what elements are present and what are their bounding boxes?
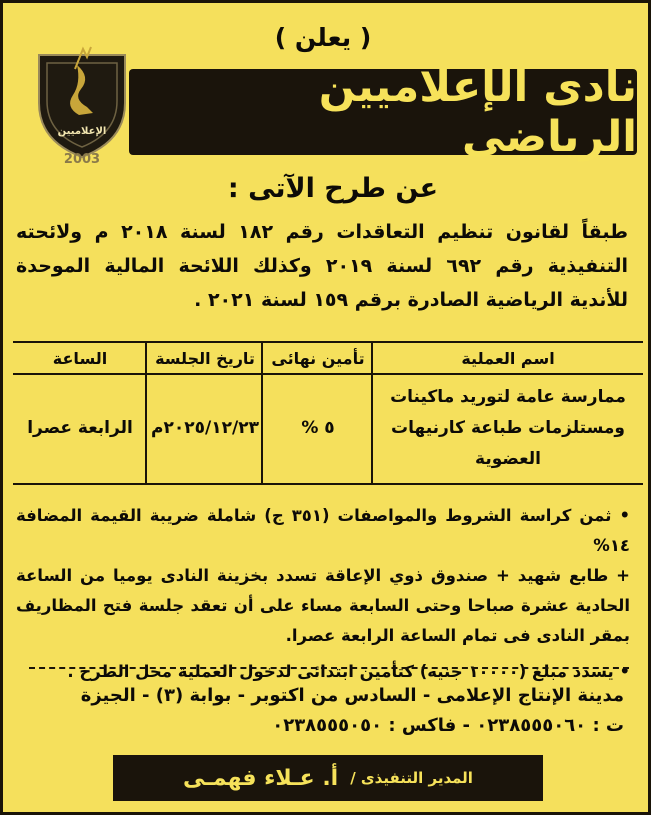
signer-name: أ. عـلاء فهمـى [183, 765, 339, 791]
club-name: نادى الإعلاميين الرياضى [318, 62, 637, 162]
offer-subtitle: عن طرح الآتى : [227, 173, 439, 204]
cell-operation: ممارسة عامة لتوريد ماكينات ومستلزمات طباعة كارنيهات العضوية [390, 386, 626, 469]
logo-label: الإعلاميين [57, 126, 107, 137]
announce-text: يعلن [294, 23, 352, 52]
condition-item: + طابع شهيد + صندوق ذوي الإعاقة تسدد بخزينة النادى يوميا من الساعة الحادية عشرة صباحا وحتى السابعة مساء على أن تعقد جلسة فتح المظاريف بمقر النادى فى تمام الساعة الرابعة عصرا. [16, 566, 630, 645]
club-logo [31, 37, 133, 167]
signer-role: المدير التنفيذى / [350, 769, 473, 787]
legal-intro: طبقاً لقانون تنظيم التعاقدات رقم ١٨٢ لسنة ٢٠١٨ م ولائحته التنفيذية رقم ٦٩٢ لسنة ٢٠١٩ وكذلك اللائحة المالية الموحدة للأندية الرياضية الصادرة برقم ١٥٩ لسنة ٢٠٢١ . [16, 221, 629, 311]
signature-banner [113, 755, 543, 801]
announce-heading [233, 21, 413, 55]
tender-table [13, 341, 643, 485]
conditions-list [16, 501, 630, 687]
condition-item: • ثمن كراسة الشروط والمواصفات (٣٥١ ج) شاملة ضريبة القيمة المضافة ١٤% [16, 506, 630, 555]
header-time: الساعة [13, 343, 147, 375]
cell-date: ٢٠٢٥/١٢/٢٣م [151, 417, 259, 438]
header-operation: اسم العملية [373, 343, 643, 375]
header-date: تاريخ الجلسة [147, 343, 263, 375]
phone-fax-line: ت : ٠٢٣٨٥٥٥٠٦٠ - فاكس : ٠٢٣٨٥٥٥٠٥٠ [272, 715, 624, 736]
condition-item: • يسدد مبلغ (١٠٠٠٠ جنيه) كتأمين ابتدائى لدخول العملية محل الطرح . [67, 662, 630, 681]
cell-insurance: ٥ % [301, 417, 335, 438]
header-insurance: تأمين نهائى [263, 343, 373, 375]
address-line: مدينة الإنتاج الإعلامى - السادس من اكتوبر - بوابة (٣) - الجيزة [80, 685, 624, 706]
paren-open: ( [359, 23, 372, 52]
club-name-banner [129, 62, 637, 162]
paren-close: ) [274, 23, 287, 52]
divider [29, 667, 629, 669]
contact-block [24, 681, 624, 741]
logo-year: 2003 [63, 152, 101, 167]
cell-time: الرابعة عصرا [27, 417, 133, 438]
